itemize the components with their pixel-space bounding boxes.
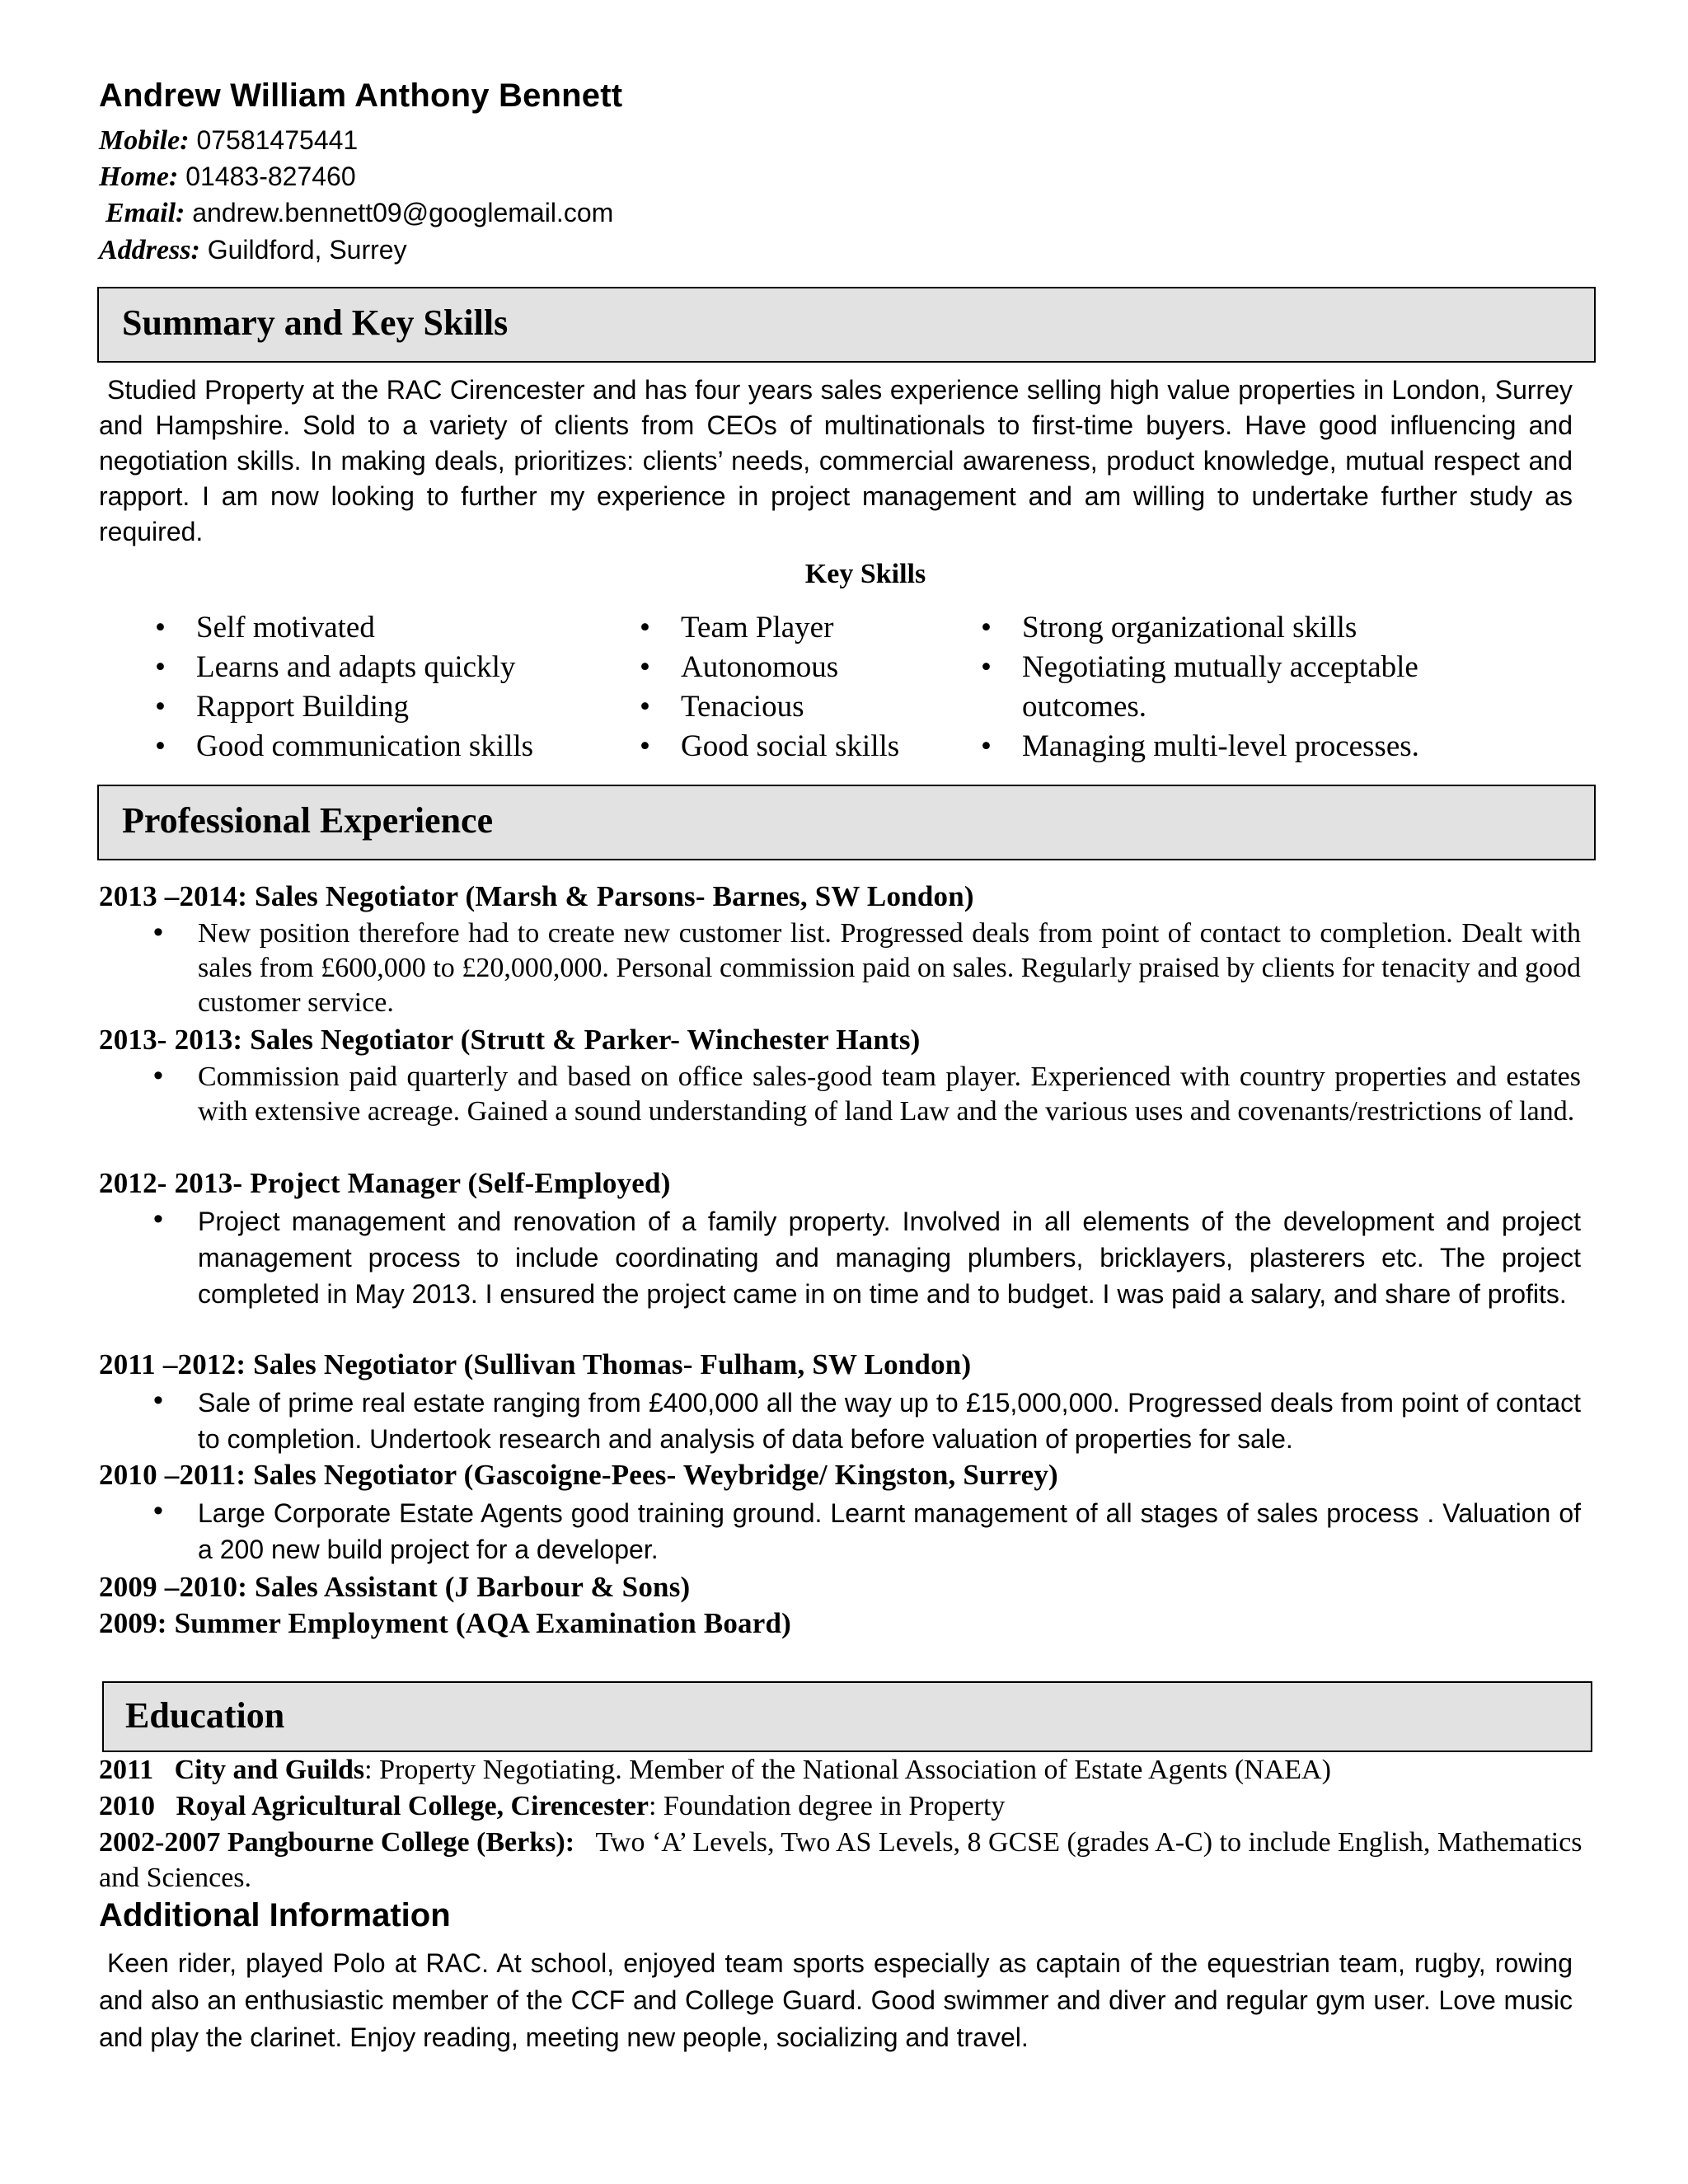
key-skills-title: Key Skills — [804, 559, 926, 589]
experience-section-title: Professional Experience — [122, 800, 494, 841]
bullet-icon: • — [155, 650, 166, 684]
mobile-line — [99, 125, 358, 157]
bullet-icon: • — [153, 916, 163, 948]
additional-info-title: Additional Information — [99, 1897, 451, 1933]
job-heading: 2011 –2012: Sales Negotiator (Sullivan Thomas- Fulham, SW London) — [99, 1348, 972, 1380]
education-year: 2002-2007 — [99, 1827, 221, 1858]
bullet-icon: • — [155, 729, 166, 763]
bullet-icon: • — [640, 690, 650, 724]
job-heading: 2009 –2010: Sales Assistant (J Barbour & Sons) — [99, 1571, 691, 1603]
job-heading: 2013- 2013: Sales Negotiator (Strutt & Parker- Winchester Hants) — [99, 1024, 921, 1056]
home-line — [99, 162, 356, 193]
education-school: City and Guilds — [174, 1755, 365, 1785]
additional-info-paragraph: Keen rider, played Polo at RAC. At school, enjoyed team sports especially as captain of the equestrian team, rugby, rowing and also an enthusiastic member of the CCF and College Guard. Good swimmer and diver and regular gym user. Love music and play the clarinet. Enjoy reading, meeting new people, socializing and travel. — [99, 1948, 1573, 2052]
mobile-number: 07581475441 — [196, 125, 359, 155]
email-label: Email: — [106, 198, 185, 228]
email-line — [106, 198, 613, 229]
bullet-icon: • — [640, 729, 650, 763]
job-heading: 2012- 2013- Project Manager (Self-Employed) — [99, 1167, 671, 1199]
job-description: Large Corporate Estate Agents good training ground. Learnt management of all stages of sales process . Valuation of a 200 new build project for a developer. — [198, 1498, 1581, 1564]
skill-item: • Negotiating mutually acceptable outcomes. — [981, 648, 1492, 727]
skill-item: • Team Player — [640, 608, 953, 648]
mobile-label: Mobile: — [99, 125, 190, 156]
education-detail: : Foundation degree in Property — [648, 1791, 1006, 1821]
bullet-icon: • — [153, 1495, 163, 1526]
education-row — [99, 1825, 1582, 1896]
education-year: 2010 — [99, 1791, 155, 1821]
job-heading: 2013 –2014: Sales Negotiator (Marsh & Parsons- Barnes, SW London) — [99, 880, 974, 912]
job-description: Commission paid quarterly and based on office sales-good team player. Experienced with country properties and estates with extensive acreage. Gained a sound understanding of land Law and the various uses and covenants/restrictions of land. — [198, 1062, 1581, 1127]
address-value: Guildford, Surrey — [207, 235, 407, 265]
skill-item: • Self motivated — [155, 608, 617, 648]
education-school: Royal Agricultural College, Cirencester — [176, 1791, 649, 1821]
bullet-icon: • — [640, 611, 650, 644]
skill-item: • Tenacious — [640, 687, 953, 727]
summary-section-title: Summary and Key Skills — [122, 302, 509, 343]
bullet-icon: • — [981, 611, 992, 644]
skill-item: • Good communication skills — [155, 727, 617, 766]
candidate-name: Andrew William Anthony Bennett — [99, 77, 623, 114]
skills-column-1 — [155, 608, 617, 766]
bullet-icon: • — [155, 690, 166, 724]
skill-item: • Learns and adapts quickly — [155, 648, 617, 687]
address-label: Address: — [99, 235, 200, 265]
education-row — [99, 1788, 1582, 1824]
education-school: Pangbourne College (Berks): — [227, 1827, 575, 1858]
bullet-icon: • — [981, 729, 992, 763]
skill-item: • Good social skills — [640, 727, 953, 766]
email-address[interactable]: andrew.bennett09@googlemail.com — [192, 198, 614, 227]
education-year: 2011 — [99, 1755, 154, 1785]
skill-item: • Rapport Building — [155, 687, 617, 727]
home-number: 01483-827460 — [185, 162, 356, 191]
bullet-icon: • — [153, 1385, 163, 1416]
bullet-icon: • — [155, 611, 166, 644]
address-line — [99, 235, 407, 266]
job-description: Sale of prime real estate ranging from £400,000 all the way up to £15,000,000. Progressed deals from point of contact to completion. Undertook research and analysis of data before valuation of properties for sale. — [198, 1388, 1581, 1454]
summary-paragraph: Studied Property at the RAC Cirencester and has four years sales experience selling high value properties in London, Surrey and Hampshire. Sold to a variety of clients from CEOs of multinationals to first-time buyers. Have good influencing and negotiation skills. In making deals, prioritizes: clients’ needs, commercial awareness, product knowledge, mutual respect and rapport. I am now looking to further my experience in project management and am willing to undertake further study as required. — [99, 375, 1573, 546]
skills-column-3 — [981, 608, 1492, 766]
education-section-title: Education — [125, 1695, 285, 1736]
skill-item: • Managing multi-level processes. — [981, 727, 1492, 766]
skill-item: • Strong organizational skills — [981, 608, 1492, 648]
bullet-icon: • — [153, 1060, 163, 1091]
job-description: Project management and renovation of a family property. Involved in all elements of the development and project management process to include coordinating and managing plumbers, bricklayers, plasterers etc. The project completed in May 2013. I ensured the project came in on time and to budget. I was paid a salary, and share of profits. — [198, 1207, 1581, 1309]
skills-column-2 — [640, 608, 953, 766]
bullet-icon: • — [153, 1203, 163, 1235]
bullet-icon: • — [640, 650, 650, 684]
education-section-bar — [102, 1681, 1592, 1752]
home-label: Home: — [99, 162, 179, 192]
bullet-icon: • — [981, 650, 992, 684]
job-heading: 2009: Summer Employment (AQA Examination Board) — [99, 1607, 792, 1639]
job-heading: 2010 –2011: Sales Negotiator (Gascoigne-Pees- Weybridge/ Kingston, Surrey) — [99, 1459, 1058, 1491]
skill-item: • Autonomous — [640, 648, 953, 687]
education-detail: Two ‘A’ Levels, Two AS Levels, 8 GCSE (grades A-C) to include English, Mathematics and Sciences. — [99, 1827, 1582, 1893]
education-detail: : Property Negotiating. Member of the National Association of Estate Agents (NAEA) — [364, 1755, 1331, 1785]
job-description: New position therefore had to create new customer list. Progressed deals from point of contact to completion. Dealt with sales from £600,000 to £20,000,000. Personal commission paid on sales. Regularly praised by clients for tenacity and good customer service. — [198, 918, 1581, 1018]
education-row — [99, 1752, 1582, 1788]
